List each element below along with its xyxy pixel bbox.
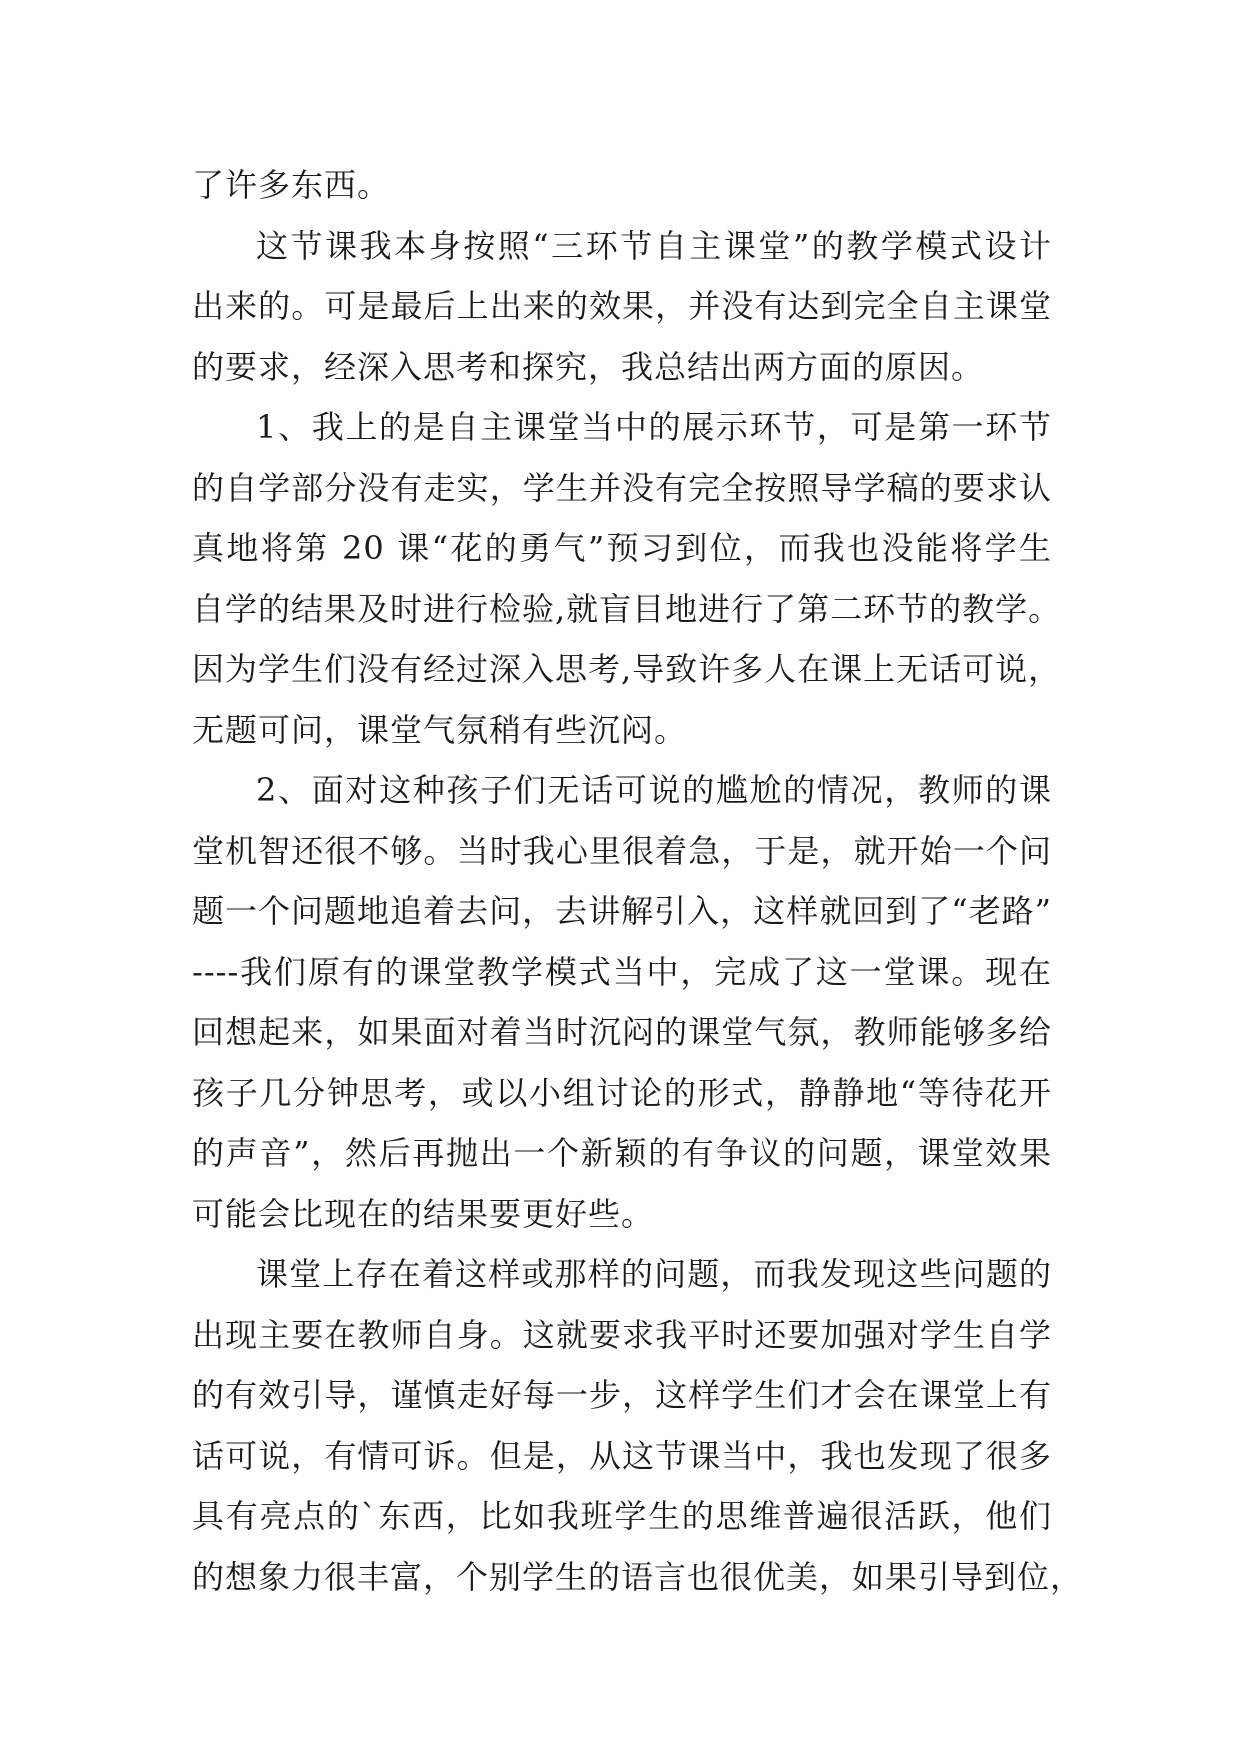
text-line: 回想起来，如果面对着当时沉闷的课堂气氛，教师能够多给 bbox=[192, 1013, 1052, 1051]
text-line: 题一个问题地追着去问，去讲解引入，这样就回到了“老路” bbox=[192, 892, 1052, 930]
text-line: 这节课我本身按照“三环节自主课堂”的教学模式设计 bbox=[256, 226, 1052, 265]
text-line: 出来的。可是最后上出来的效果，并没有达到完全自主课堂 bbox=[192, 287, 1052, 325]
text-line: 可能会比现在的结果要更好些。 bbox=[192, 1194, 655, 1233]
text-line: 的想象力很丰富，个别学生的语言也很优美，如果引导到位， bbox=[192, 1557, 1084, 1596]
text-line: 的自学部分没有走实，学生并没有完全按照导学稿的要求认 bbox=[192, 468, 1052, 507]
text-line: 具有亮点的`东西，比如我班学生的思维普遍很活跃，他们 bbox=[192, 1497, 1052, 1535]
text-line: 的有效引导，谨慎走好每一步，这样学生们才会在课堂上有 bbox=[192, 1376, 1052, 1414]
text-line: 自学的结果及时进行检验,就盲目地进行了第二环节的教学。 bbox=[192, 589, 1062, 628]
text-line: 的声音”，然后再抛出一个新颖的有争议的问题，课堂效果 bbox=[192, 1134, 1052, 1172]
text-line: 出现主要在教师自身。这就要求我平时还要加强对学生自学 bbox=[192, 1315, 1052, 1354]
text-line: 了许多东西。 bbox=[192, 166, 391, 204]
text-line: 因为学生们没有经过深入思考,导致许多人在课上无话可说， bbox=[192, 650, 1062, 688]
text-line: ----我们原有的课堂教学模式当中，完成了这一堂课。现在 bbox=[192, 952, 1052, 991]
text-line: 的要求，经深入思考和探究，我总结出两方面的原因。 bbox=[192, 347, 985, 386]
text-line: 孩子几分钟思考，或以小组讨论的形式，静静地“等待花开 bbox=[192, 1073, 1052, 1112]
text-line: 真地将第 20 课“花的勇气”预习到位，而我也没能将学生 bbox=[192, 529, 1052, 567]
text-line: 课堂上存在着这样或那样的问题，而我发现这些问题的 bbox=[256, 1255, 1052, 1293]
text-line: 话可说，有情可诉。但是，从这节课当中，我也发现了很多 bbox=[192, 1436, 1052, 1475]
text-line: 2、面对这种孩子们无话可说的尴尬的情况，教师的课 bbox=[256, 771, 1052, 809]
text-line: 无题可问，课堂气氛稍有些沉闷。 bbox=[192, 710, 688, 749]
text-line: 1、我上的是自主课堂当中的展示环节，可是第一环节 bbox=[256, 408, 1052, 446]
text-line: 堂机智还很不够。当时我心里很着急，于是，就开始一个问 bbox=[192, 831, 1052, 870]
document-body bbox=[192, 155, 1084, 1607]
